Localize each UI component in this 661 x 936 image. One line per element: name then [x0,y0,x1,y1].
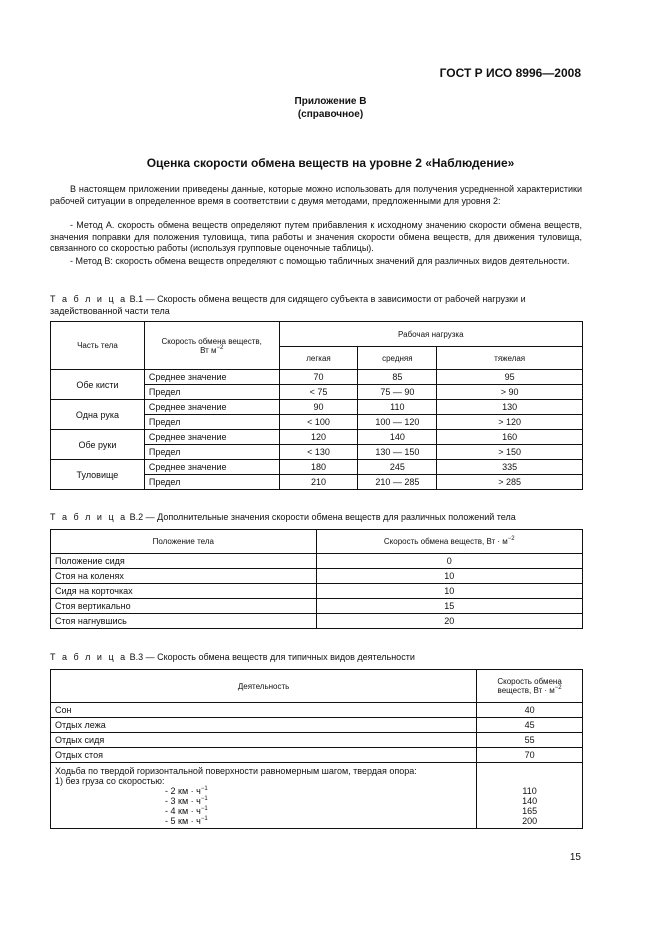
walk-value-3: 140 [522,796,538,806]
table-row: Стоя вертикально 15 [51,599,583,614]
table1-caption-prefix: Т а б л и ц а [50,294,128,304]
table-row: Обе кисти Среднее значение 70 85 95 [51,370,583,385]
table1-header-heavy: тяжелая [437,347,583,370]
page-number: 15 [569,852,581,863]
walk-line-1: Ходьба по твердой горизонтальной поверхности равномерным шагом, твердая опора: [55,766,417,776]
appendix-subtitle: (справочное) [297,109,364,120]
intro-method-b: - Метод В: скорость обмена веществ определяют с помощью табличных значений для различных видов деятельности. [70,256,570,266]
table-row: Предел < 100 100 — 120 > 120 [51,415,583,430]
standard-header: ГОСТ Р ИСО 8996—2008 [439,66,581,80]
walk-speed-3: - 3 км · $ч^{-1}$ [165,796,208,806]
table3 [50,669,583,829]
table-row: Туловище Среднее значение 180 245 335 [51,460,583,475]
table-row: Положение сидя 0 [51,554,583,569]
table2-caption-text: В.2 — Дополнительные значения скорости обмена веществ для различных положений тела [127,512,516,522]
walk-speed-4: - 4 км · $ч^{-1}$ [165,806,208,816]
table2 [50,529,583,629]
table2-header-position: Положение тела [51,530,317,554]
walk-value-2: 110 [522,786,537,796]
table-row: Предел < 75 75 — 90 > 90 [51,385,583,400]
table2-caption-prefix: Т а б л и ц а [50,512,128,522]
table-row: Сон 40 [51,703,583,718]
table1-header-light: легкая [279,347,358,370]
table3-caption-prefix: Т а б л и ц а [50,652,128,662]
walk-line-2: 1) без груза со скоростью: [55,776,165,786]
table-row: Сидя на корточках 10 [51,584,583,599]
table1-caption-text: В.1 — Скорость обмена веществ для сидящего субъекта в зависимости от рабочей нагрузки и задействованной части тела [50,294,526,316]
table-row: Предел 210 210 — 285 > 285 [51,475,583,490]
walk-value-4: 165 [522,806,538,816]
table1-header-load: Рабочая нагрузка [279,322,582,347]
table-row: Стоя на коленях 10 [51,569,583,584]
table-row: Обе руки Среднее значение 120 140 160 [51,430,583,445]
table1-caption [50,294,582,317]
walk-value-5: 200 [522,816,538,826]
table2-header-rate: Скорость обмена веществ, Вт · $м^{-2}$ [316,530,582,554]
table-row: Стоя нагнувшись 20 [51,614,583,629]
intro-method-a: - Метод А. скорость обмена веществ определяют путем прибавления к исходному значению скорости обмена веществ, значения поправки для положения туловища, типа работы и значения скорости обмена веществ, для движения туловища, связанного со скоростью работы (используя групповые оценочные таблицы). [50,220,582,254]
table3-header-rate: Скорость обмена веществ, Вт · $м^{-2}$ [477,670,583,703]
table-row-walking [51,763,583,829]
table1-header-part: Часть тела [51,322,145,370]
table3-caption-text: В.3 — Скорость обмена веществ для типичных видов деятельности [127,652,415,662]
table-row: Одна рука Среднее значение 90 110 130 [51,400,583,415]
intro-paragraph-1: В настоящем приложении приведены данные, которые можно использовать для получения усредненной характеристики рабочей ситуации в определенное время в соответствии с двумя методами, предложенными для уровня 2: [50,184,582,206]
table-row: Отдых сидя 55 [51,733,583,748]
table3-caption [50,652,582,664]
table2-caption [50,512,582,524]
walk-speed-5: - 5 км · $ч^{-1}$ [165,816,208,826]
table-row: Предел < 130 130 — 150 > 150 [51,445,583,460]
page-title: Оценка скорости обмена веществ на уровне 2 «Наблюдение» [146,156,515,170]
table1-header-medium: средняя [358,347,437,370]
table1 [50,321,583,490]
appendix-title: Приложение В [294,96,367,107]
table3-header-activity: Деятельность [51,670,477,703]
table1-header-rate: Скорость обмена веществ, Вт $м^{-2}$ [144,322,279,370]
walk-speed-2: - 2 км · $ч^{-1}$ [165,786,208,796]
table-row: Отдых стоя 70 [51,748,583,763]
table-row: Отдых лежа 45 [51,718,583,733]
